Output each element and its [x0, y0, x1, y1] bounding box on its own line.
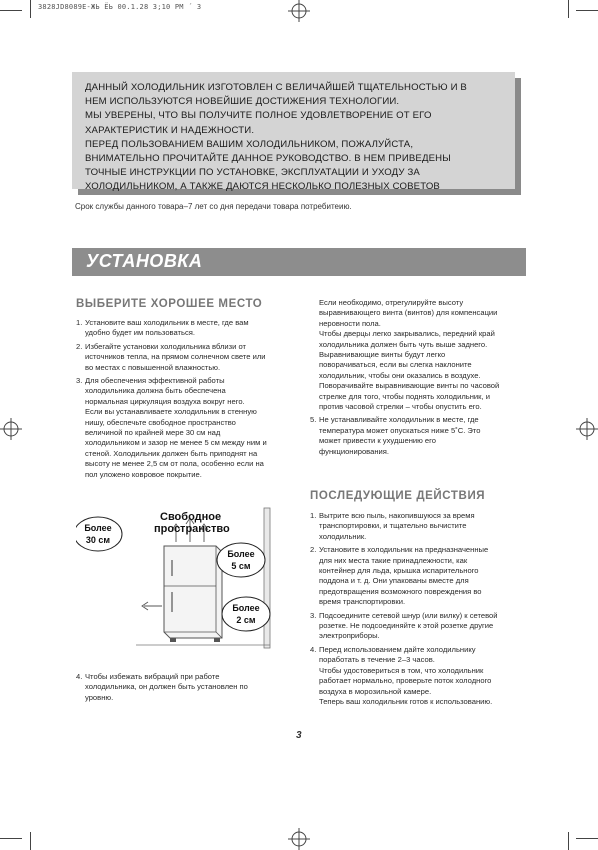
item-line: во местах с повышенной влажностью. [85, 362, 221, 372]
item-line: холодильника, он должен быть установлен по [85, 682, 248, 692]
item-number: 1. [310, 511, 317, 520]
item-line: нишу, обеспечьте свободное пространство [85, 417, 236, 427]
item-line: Чтобы дверцы легко закрывались, передний край [319, 329, 495, 339]
list-item [310, 645, 525, 707]
crop-mark [0, 10, 22, 11]
heading-choose-location: ВЫБЕРИТЕ ХОРОШЕЕ МЕСТО [76, 298, 263, 310]
item-line: Выравнивающие винты будут легко [319, 350, 446, 360]
item-line: Вытрите всю пыль, накопившуюся за время [319, 511, 475, 520]
item-line: транспортировки, и тщательно вычистите [319, 521, 467, 531]
item-line: для них места такие принадлежности, как [319, 555, 468, 565]
intro-line: ДАННЫЙ ХОЛОДИЛЬНИК ИЗГОТОВЛЕН С ВЕЛИЧАЙШЕЙ ТЩАТЕЛЬНОСТЬЮ И В [85, 82, 467, 93]
location-list [76, 318, 291, 483]
intro-line: ХАРАКТЕРИСТИК И НАДЕЖНОСТИ. [85, 124, 255, 136]
item-number: 4. [76, 672, 83, 681]
item-number: 3. [76, 376, 83, 386]
list-item [310, 511, 525, 542]
section-title: УСТАНОВКА [86, 251, 203, 271]
section-banner [72, 248, 526, 276]
intro-notice [72, 72, 515, 193]
item-line: Если вы устанавливаете холодильник в стенную [85, 407, 257, 417]
heading-next-steps: ПОСЛЕДУЮЩИЕ ДЕЙСТВИЯ [310, 490, 486, 502]
item-line: Перед использованием дайте холодильнику [319, 644, 476, 654]
item-line: Установите ваш холодильник в месте, где вам [85, 318, 249, 327]
list-item [76, 376, 291, 480]
item-line: поработать в течение 2–3 часов. [319, 655, 435, 665]
item-line: температура может опускаться ниже 5˚С. Это [319, 425, 481, 435]
item-number: 2. [310, 545, 317, 555]
item-line: стеной. Холодильник должен быть приподнят на [85, 448, 258, 458]
item-line: удобно будет им пользоваться. [85, 328, 195, 338]
item-line: воздуха в морозильной камере. [319, 686, 432, 696]
item-line: поддона и т. д. Они упакованы вместе для [319, 576, 469, 586]
level-list [76, 672, 291, 706]
item-line: выравнивающего винта (винтов) для компенсации [319, 308, 498, 318]
bottom-clearance-label: 2 см [236, 615, 256, 625]
side-clearance-label: Более [227, 549, 255, 559]
item-line: холодильника должен быть чуть выше заднего. [319, 339, 488, 349]
next-steps-list [310, 511, 525, 710]
item-number: 1. [76, 318, 83, 327]
item-number: 2. [76, 341, 83, 351]
item-line: уровню. [85, 692, 114, 702]
crop-mark [576, 838, 598, 839]
item-line: источников тепла, на прямом солнечном свете или [85, 352, 266, 362]
item-line: Установите в холодильник на предназначенные [319, 545, 489, 555]
list-item [310, 611, 525, 642]
intro-line: МЫ УВЕРЕНЫ, ЧТО ВЫ ПОЛУЧИТЕ ПОЛНОЕ УДОВЛЕТВОРЕНИЕ ОТ ЕГО [85, 110, 432, 122]
registration-mark-icon [576, 418, 598, 440]
list-item [310, 415, 525, 457]
item-line: может привести к ухудшению его [319, 436, 436, 446]
item-line: предотвращения возможного повреждения во [319, 586, 482, 596]
intro-line: ПЕРЕД ПОЛЬЗОВАНИЕМ ВАШИМ ХОЛОДИЛЬНИКОМ, ПОЖАЛУЙСТА, [85, 138, 414, 150]
leveling-continued [310, 298, 525, 460]
service-life-note: Срок службы данного товара–7 лет со дня передачи товара потребитеию. [75, 202, 352, 211]
bottom-clearance-label: Более [232, 603, 260, 613]
list-item [310, 298, 525, 412]
item-line: стрелке для того, чтобы поднять холодильник, и [319, 391, 490, 401]
item-line: розетке. Не подсоединяйте к этой розетке другие [319, 621, 494, 631]
page-number: 3 [296, 730, 302, 741]
crop-mark [30, 832, 31, 850]
registration-mark-icon [288, 0, 310, 22]
item-number: 4. [310, 644, 317, 654]
item-line: Подсоедините сетевой шнур (или вилку) к сетевой [319, 610, 498, 620]
registration-mark-icon [288, 828, 310, 850]
item-line: Чтобы избежать вибраций при работе [85, 672, 220, 681]
intro-line: НЕМ ИСПОЛЬЗУЮТСЯ НОВЕЙШИЕ ДОСТИЖЕНИЯ ТЕХНОЛОГИИ. [85, 96, 400, 108]
clearance-illustration [76, 502, 296, 650]
list-item [76, 672, 291, 703]
item-line: Не устанавливайте холодильник в месте, где [319, 415, 479, 425]
crop-mark [30, 0, 31, 18]
list-item [76, 342, 291, 373]
item-line: Теперь ваш холодильник готов к использованию. [319, 696, 493, 706]
item-line: пол уложено ковровое покрытие. [85, 469, 202, 479]
registration-mark-icon [0, 418, 22, 440]
item-line: неровности пола. [319, 318, 381, 328]
item-line: работает нормально, проверьте поток холодного [319, 676, 492, 686]
crop-mark [568, 832, 569, 850]
item-number: 3. [310, 610, 317, 620]
item-line: величиной по крайней мере 30 см над [85, 428, 221, 438]
item-line: холодильник. [319, 531, 367, 541]
item-line: контейнер для льда, крышка испарительного [319, 566, 479, 576]
intro-line: ВНИМАТЕЛЬНО ПРОЧИТАЙТЕ ДАННОЕ РУКОВОДСТВО. В НЕМ ПРИВЕДЕНЫ [85, 153, 451, 165]
side-clearance-label: 5 см [231, 561, 251, 571]
crop-mark [0, 838, 22, 839]
print-job-code: 3828JD8089E-ЖЬ ЁЬ 00.1.28 3;10 PM ´ 3 [38, 3, 202, 11]
list-item [310, 545, 525, 607]
item-line: против часовой стрелки – чтобы опустить его. [319, 402, 482, 412]
item-line: функционирования. [319, 446, 390, 456]
item-line: нормальная циркуляция воздуха вокруг него. [85, 396, 245, 406]
item-number: 5. [310, 415, 317, 425]
item-line: Если необходимо, отрегулируйте высоту [319, 298, 464, 307]
item-line: Избегайте установки холодильника вблизи от [85, 341, 247, 351]
wall-shape [264, 508, 270, 648]
item-line: Поворачивайте выравнивающие винты по часовой [319, 381, 500, 391]
crop-mark [568, 0, 569, 18]
item-line: Чтобы удостовериться в том, что холодильник [319, 665, 484, 675]
free-space-label: пространство [154, 523, 230, 535]
item-line: холодильника должна быть обеспечена [85, 386, 226, 396]
item-line: холодильник, чтобы они оказались в воздухе. [319, 370, 481, 380]
list-item [76, 318, 291, 339]
intro-line: ТОЧНЫЕ ИНСТРУКЦИИ ПО УСТАНОВКЕ, ЭКСПЛУАТАЦИИ И УХОДУ ЗА [85, 167, 420, 179]
item-line: электроприборы. [319, 631, 380, 641]
top-clearance-label: Более [84, 523, 112, 533]
intro-line: ХОЛОДИЛЬНИКОМ, А ТАКЖЕ ДАЮТСЯ НЕСКОЛЬКО ПОЛЕЗНЫХ СОВЕТОВ [85, 181, 440, 193]
item-line: Для обеспечения эффективной работы [85, 376, 225, 386]
item-line: поворачиваться, если вы слегка наклоните [319, 360, 472, 370]
refrigerator-icon [164, 546, 222, 642]
top-clearance-label: 30 см [85, 535, 111, 545]
free-space-label: Свободное [160, 511, 222, 523]
item-line: время транспортировки. [319, 597, 406, 607]
item-line: холодильником и зазор не менее 5 см между ним и [85, 438, 267, 448]
crop-mark [576, 10, 598, 11]
item-line: высоту не менее 2,5 см от пола, особенно если на [85, 459, 264, 469]
